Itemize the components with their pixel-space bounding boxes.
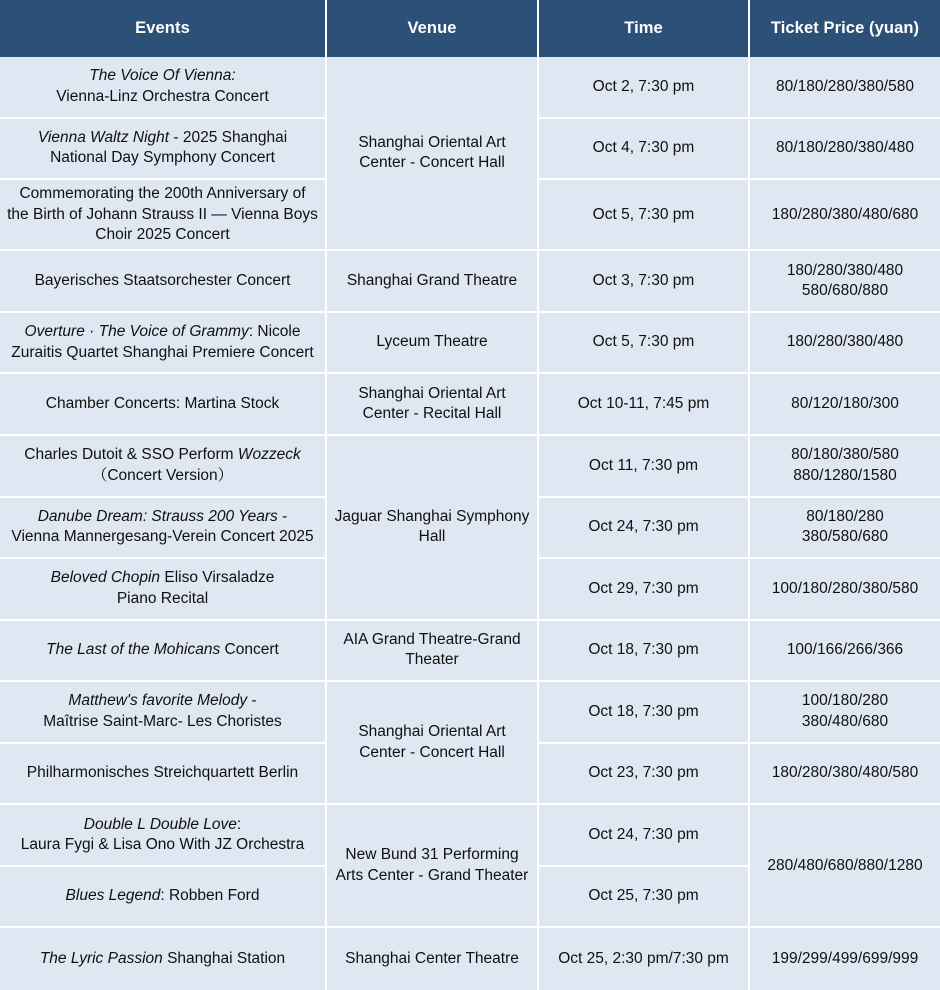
cell-ticket-price: 80/180/380/580 880/1280/1580 (750, 436, 940, 498)
cell-ticket-price: 180/280/380/480/680 (750, 180, 940, 251)
cell-event-name: Blues Legend: Robben Ford (0, 867, 327, 929)
table-row (0, 621, 940, 683)
cell-time: Oct 25, 2:30 pm/7:30 pm (539, 928, 750, 990)
cell-venue: AIA Grand Theatre-Grand Theater (327, 621, 539, 683)
table-body (0, 57, 940, 990)
cell-time: Oct 23, 7:30 pm (539, 744, 750, 806)
cell-event-name: The Lyric Passion Shanghai Station (0, 928, 327, 990)
cell-event-name: Vienna Waltz Night - 2025 Shanghai National Day Symphony Concert (0, 119, 327, 181)
column-header-time: Time (539, 0, 750, 57)
table-row (0, 436, 940, 498)
cell-ticket-price: 180/280/380/480 (750, 313, 940, 375)
cell-ticket-price: 80/180/280/380/480 (750, 119, 940, 181)
cell-event-name: Matthew's favorite Melody - Maîtrise Saint-Marc- Les Choristes (0, 682, 327, 744)
cell-event-name: Chamber Concerts: Martina Stock (0, 374, 327, 436)
table-row (0, 682, 940, 744)
cell-ticket-price: 80/180/280/380/580 (750, 57, 940, 119)
cell-event-name: The Last of the Mohicans Concert (0, 621, 327, 683)
cell-time: Oct 18, 7:30 pm (539, 682, 750, 744)
cell-venue: Shanghai Grand Theatre (327, 251, 539, 313)
table-row (0, 374, 940, 436)
table-row (0, 57, 940, 119)
cell-ticket-price: 180/280/380/480 580/680/880 (750, 251, 940, 313)
cell-time: Oct 5, 7:30 pm (539, 180, 750, 251)
cell-venue: Shanghai Oriental Art Center - Concert Hall (327, 682, 539, 805)
cell-venue: Lyceum Theatre (327, 313, 539, 375)
cell-ticket-price: 80/180/280 380/580/680 (750, 498, 940, 560)
cell-event-name: Danube Dream: Strauss 200 Years - Vienna Mannergesang-Verein Concert 2025 (0, 498, 327, 560)
cell-time: Oct 2, 7:30 pm (539, 57, 750, 119)
cell-venue: Shanghai Oriental Art Center - Recital Hall (327, 374, 539, 436)
table-row (0, 805, 940, 867)
cell-venue: Shanghai Oriental Art Center - Concert Hall (327, 57, 539, 251)
cell-time: Oct 10-11, 7:45 pm (539, 374, 750, 436)
cell-venue: Jaguar Shanghai Symphony Hall (327, 436, 539, 621)
header-row (0, 0, 940, 57)
table-row (0, 313, 940, 375)
cell-event-name: Philharmonisches Streichquartett Berlin (0, 744, 327, 806)
cell-ticket-price: 199/299/499/699/999 (750, 928, 940, 990)
cell-ticket-price: 180/280/380/480/580 (750, 744, 940, 806)
cell-venue: New Bund 31 Performing Arts Center - Grand Theater (327, 805, 539, 928)
cell-ticket-price: 280/480/680/880/1280 (750, 805, 940, 928)
cell-time: Oct 24, 7:30 pm (539, 498, 750, 560)
cell-event-name: Overture · The Voice of Grammy: Nicole Zuraitis Quartet Shanghai Premiere Concert (0, 313, 327, 375)
cell-time: Oct 25, 7:30 pm (539, 867, 750, 929)
cell-venue: Shanghai Center Theatre (327, 928, 539, 990)
cell-event-name: Bayerisches Staatsorchester Concert (0, 251, 327, 313)
cell-event-name: Charles Dutoit & SSO Perform Wozzeck （Concert Version） (0, 436, 327, 498)
cell-time: Oct 18, 7:30 pm (539, 621, 750, 683)
table-header (0, 0, 940, 57)
table-row (0, 928, 940, 990)
cell-time: Oct 29, 7:30 pm (539, 559, 750, 621)
table-row (0, 251, 940, 313)
column-header-ticket-price: Ticket Price (yuan) (750, 0, 940, 57)
cell-event-name: Commemorating the 200th Anniversary of the Birth of Johann Strauss II — Vienna Boys Choir 2025 Concert (0, 180, 327, 251)
cell-time: Oct 24, 7:30 pm (539, 805, 750, 867)
cell-time: Oct 5, 7:30 pm (539, 313, 750, 375)
column-header-venue: Venue (327, 0, 539, 57)
cell-event-name: Beloved Chopin Eliso Virsaladze Piano Recital (0, 559, 327, 621)
cell-time: Oct 11, 7:30 pm (539, 436, 750, 498)
cell-event-name: The Voice Of Vienna: Vienna-Linz Orchestra Concert (0, 57, 327, 119)
cell-time: Oct 4, 7:30 pm (539, 119, 750, 181)
cell-ticket-price: 100/180/280 380/480/680 (750, 682, 940, 744)
cell-ticket-price: 80/120/180/300 (750, 374, 940, 436)
cell-event-name: Double L Double Love: Laura Fygi & Lisa Ono With JZ Orchestra (0, 805, 327, 867)
cell-ticket-price: 100/180/280/380/580 (750, 559, 940, 621)
cell-ticket-price: 100/166/266/366 (750, 621, 940, 683)
column-header-events: Events (0, 0, 327, 57)
cell-time: Oct 3, 7:30 pm (539, 251, 750, 313)
